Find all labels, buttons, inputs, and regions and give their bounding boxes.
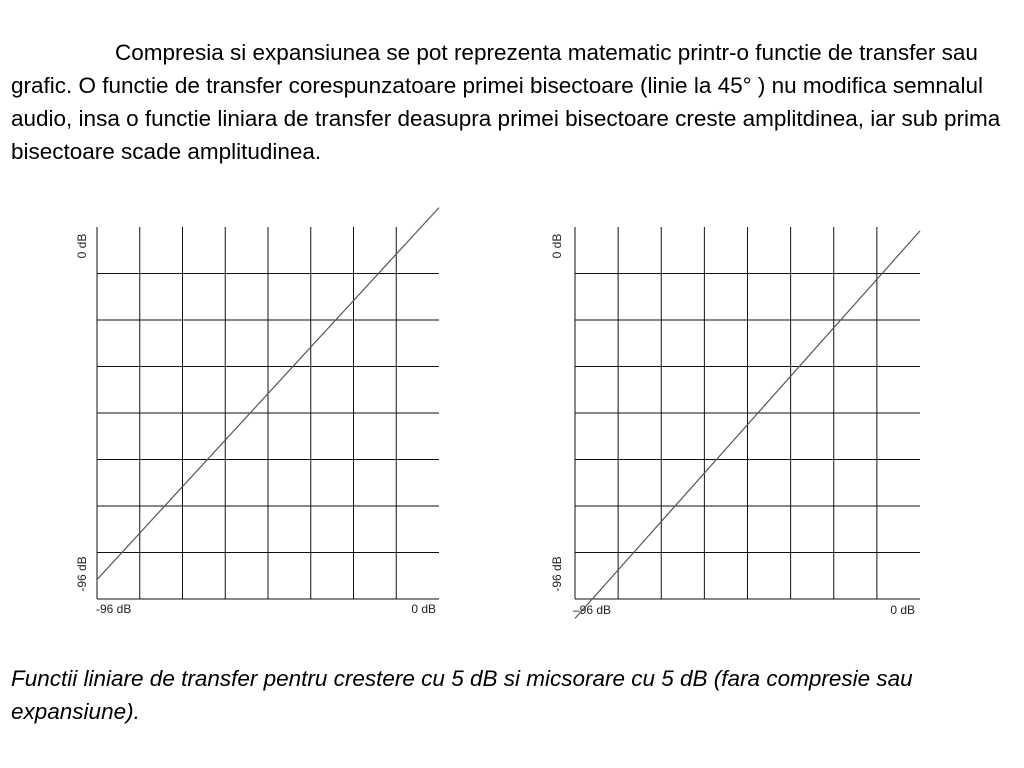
y-tick-label-top: 0 dB [550, 233, 564, 259]
chart-grid [575, 227, 920, 599]
chart-grid [97, 227, 439, 599]
y-tick-label-bottom: -96 dB [75, 556, 89, 592]
intro-paragraph [11, 36, 1011, 168]
x-tick-label-right: 0 dB [890, 603, 915, 617]
x-tick-label-right: 0 dB [411, 602, 436, 616]
intro-text: Compresia si expansiunea se pot reprezenta matematic printr-o functie de transfer sau grafic. O functie de transfer corespunzatoare primei bisectoare (linie la 45° ) nu modifica semnalul audio, insa o functie liniara de transfer deasupra primei bisectoare creste amplitdinea, iar sub prima bisectoare scade amplitudinea. [11, 40, 1001, 164]
y-tick-label-top: 0 dB [75, 233, 89, 259]
figure-caption [11, 662, 1011, 728]
transfer-chart-cut [545, 218, 925, 628]
x-tick-label-left: -96 dB [96, 602, 132, 616]
x-tick-label-left: –96 dB [573, 603, 612, 617]
transfer-chart-boost [70, 218, 450, 628]
caption-text: Functii liniare de transfer pentru crestere cu 5 dB si micsorare cu 5 dB (fara compresie sau expansiune). [11, 666, 913, 724]
y-tick-label-bottom: -96 dB [550, 556, 564, 592]
